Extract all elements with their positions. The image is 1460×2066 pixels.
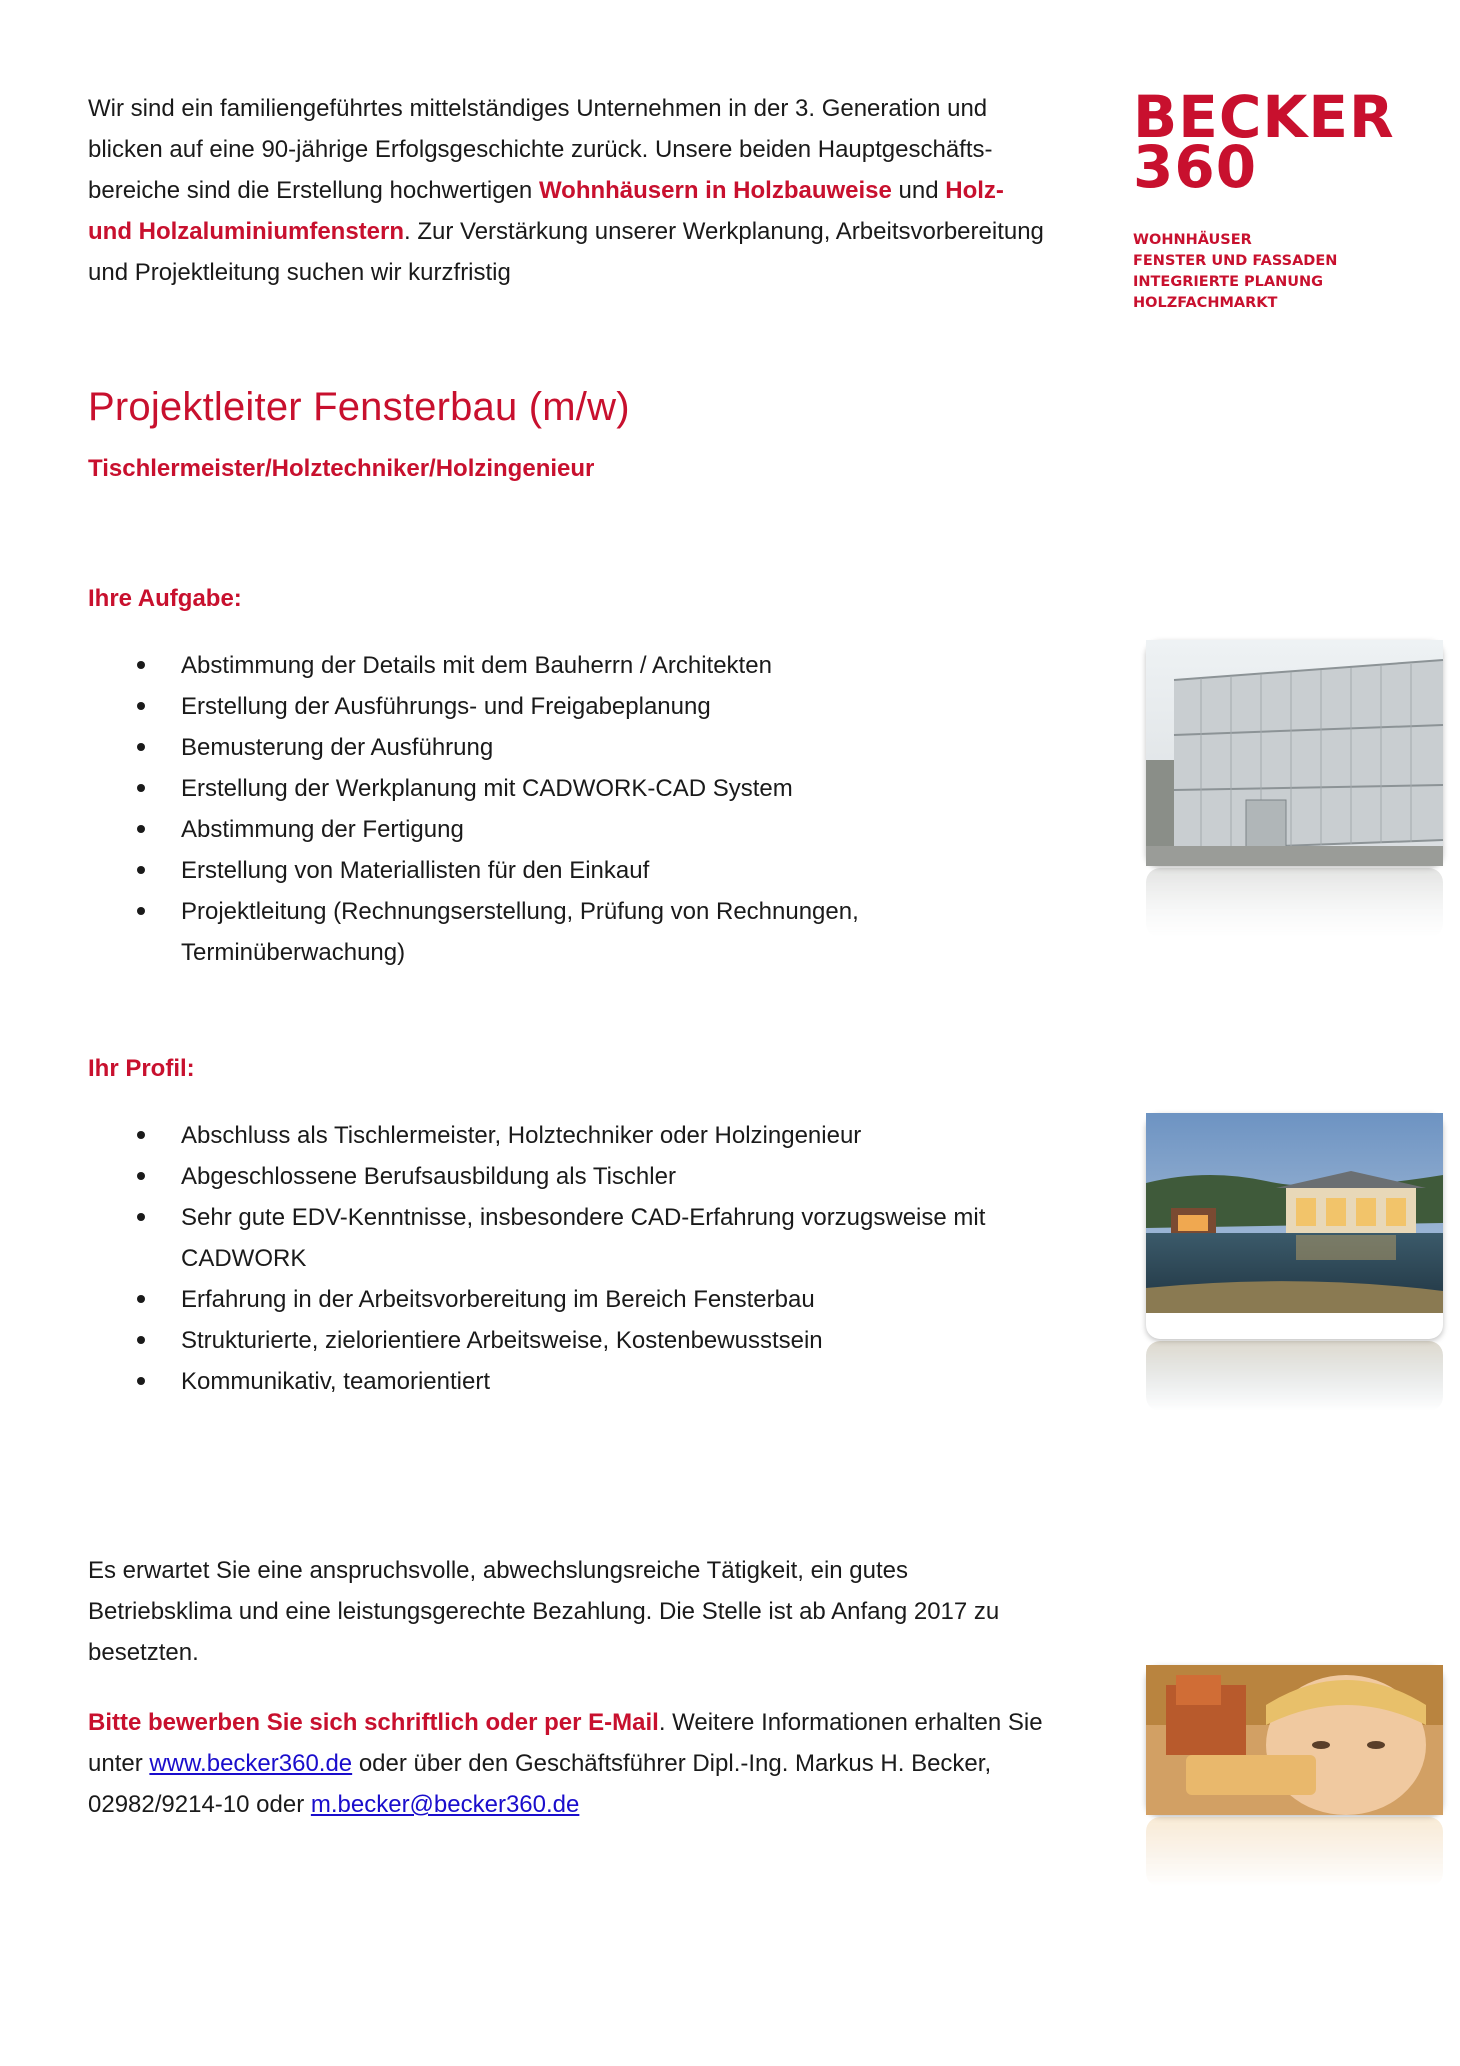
logo-wordmark-line2: 360 <box>1133 133 1258 201</box>
logo-wordmark-line1: BECKER <box>1133 83 1395 151</box>
closing-paragraph: Es erwartet Sie eine anspruchsvolle, abwechslungsreiche Tätigkeit, ein gutes Betriebsklima und eine leistungsgerechte Bezahlung. Die Stelle ist ab Anfang 2017 zu besetzten. <box>88 1557 1000 1666</box>
apply-paragraph <box>88 1702 1048 1825</box>
website-link[interactable]: www.becker360.de <box>149 1750 353 1777</box>
logo-tagline-line: INTEGRIERTE PLANUNG <box>1133 274 1324 290</box>
company-logo <box>1133 83 1403 311</box>
intro-text-2: und <box>891 177 946 204</box>
profile-list <box>88 1115 1048 1402</box>
list-item: Erstellung der Ausführungs- und Freigabeplanung <box>88 686 1048 727</box>
house-pond-photo <box>1146 1113 1443 1411</box>
logo-tagline-line: WOHNHÄUSER <box>1133 232 1252 248</box>
intro-highlight-windows: Holz- und Holzaluminiumfenstern <box>88 177 1004 245</box>
list-item: Abgeschlossene Berufsausbildung als Tischler <box>88 1156 1048 1197</box>
intro-text-1: Wir sind ein familiengeführtes mittelständiges Unternehmen in der 3. Generation und blicken auf eine 90-jährige Erfolgsgeschichte zurück. Unsere beiden Hauptgeschäfts-bereiche sind die Erstellung hochwertigen <box>88 95 993 204</box>
list-item: Projektleitung (Rechnungserstellung, Prüfung von Rechnungen, Terminüberwachung) <box>88 891 981 973</box>
list-item: Erstellung von Materiallisten für den Einkauf <box>88 850 1048 891</box>
house-pond-image <box>1146 1113 1443 1313</box>
list-item: Erstellung der Werkplanung mit CADWORK-CAD System <box>88 768 1048 809</box>
list-item: Strukturierte, zielorientiere Arbeitsweise, Kostenbewusstsein <box>88 1320 1048 1361</box>
list-item: Kommunikativ, teamorientiert <box>88 1361 1048 1402</box>
list-item: Erfahrung in der Arbeitsvorbereitung im Bereich Fensterbau <box>88 1279 1048 1320</box>
apply-text-1: . Weitere Informationen erhalten Sie unter <box>88 1709 1043 1777</box>
intro-text-3: . Zur Verstärkung unserer Werkplanung, Arbeitsvorbereitung und Projektleitung suchen wir kurzfristig <box>88 218 1044 286</box>
logo-tagline-line: FENSTER UND FASSADEN <box>1133 253 1338 269</box>
child-photo <box>1146 1665 1443 1887</box>
list-item: Abstimmung der Fertigung <box>88 809 1048 850</box>
list-item: Bemusterung der Ausführung <box>88 727 1048 768</box>
tasks-list <box>88 645 1048 973</box>
intro-paragraph <box>88 88 1048 293</box>
tasks-heading: Ihre Aufgabe: <box>88 585 242 612</box>
logo-tagline-line: HOLZFACHMARKT <box>1133 295 1278 311</box>
list-item: Abschluss als Tischlermeister, Holztechniker oder Holzingenieur <box>88 1115 1048 1156</box>
apply-text-2: oder über den Geschäftsführer Dipl.-Ing. Markus H. Becker, 02982/9214-10 oder <box>88 1750 992 1818</box>
logo-tagline <box>1133 230 1403 311</box>
job-subtitle: Tischlermeister/Holztechniker/Holzingenieur <box>88 455 595 482</box>
glass-building-image <box>1146 640 1443 866</box>
intro-highlight-houses: Wohnhäusern in Holzbauweise <box>538 177 892 204</box>
list-item: Abstimmung der Details mit dem Bauherrn / Architekten <box>88 645 1048 686</box>
job-title: Projektleiter Fensterbau (m/w) <box>88 385 630 429</box>
list-item: Sehr gute EDV-Kenntnisse, insbesondere CAD-Erfahrung vorzugsweise mit CADWORK <box>88 1197 1101 1279</box>
building-photo <box>1146 640 1443 938</box>
email-link[interactable]: m.becker@becker360.de <box>310 1791 580 1818</box>
child-with-wood-image <box>1146 1665 1443 1815</box>
apply-call-to-action: Bitte bewerben Sie sich schriftlich oder per E-Mail <box>88 1709 659 1736</box>
profile-heading: Ihr Profil: <box>88 1055 195 1082</box>
